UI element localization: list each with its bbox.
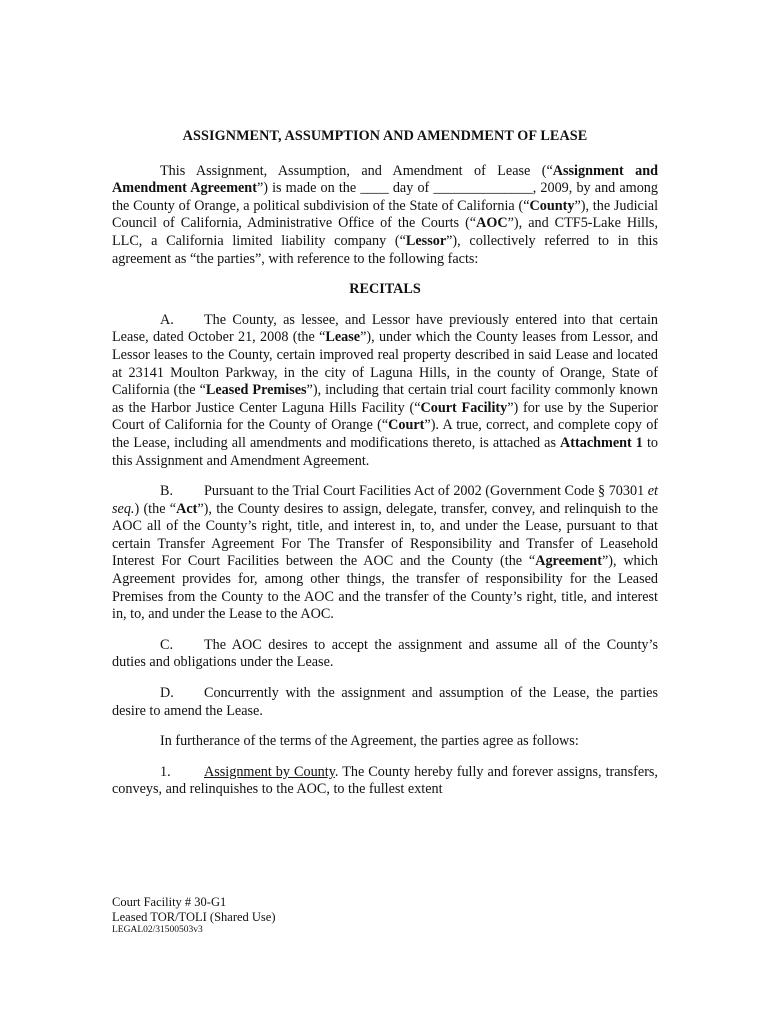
recital-text: ”), including that certain trial court facility commonly known as the Harbor Justice Center Laguna Hills Facility (“ — [112, 382, 659, 416]
recital-text: ”), which Agreement provides for, among other things, the transfer of responsibility for the Leased Premises from the County to the AOC and the transfer of the County’s right, title, and interest in, to, and under the Lease to the AOC. — [112, 553, 658, 623]
furtherance-paragraph: In furtherance of the terms of the Agreement, the parties agree as follows: — [160, 733, 579, 750]
recital-c — [112, 637, 658, 672]
footer-doc-id: LEGAL02/31500503v3 — [112, 925, 203, 935]
recital-text: ”), the County desires to assign, delegate, transfer, convey, and relinquish to the AOC all of the County’s right, title, and interest in, to, and under the Lease, pursuant to that certain Transfer Agreement For The Transfer of Responsibility and Transfer of Leasehold Interest For Court Facilities between the AOC and the County (the “ — [112, 500, 658, 570]
intro-paragraph — [112, 163, 658, 269]
document-body — [112, 128, 658, 812]
recitals-heading: RECITALS — [349, 281, 421, 298]
italic-term: et seq. — [112, 483, 658, 517]
defined-term: Court Facility — [420, 399, 508, 416]
intro-text: ”), collectively referred to in this agreement as “the parties”, with reference to the following facts: — [112, 232, 658, 267]
footer-lease-type: Leased TOR/TOLI (Shared Use) — [112, 910, 276, 924]
defined-term: Lease — [325, 329, 361, 346]
page-footer — [112, 895, 276, 936]
defined-term: Assignment and Amendment Agreement — [112, 162, 658, 197]
recital-b — [112, 483, 658, 624]
recital-text: The County, as lessee, and Lessor have previously entered into that certain Lease, dated October 21, 2008 (the “ — [112, 311, 658, 346]
recital-text: Concurrently with the assignment and assumption of the Lease, the parties desire to amend the Lease. — [112, 685, 658, 719]
recital-number: B. — [160, 483, 174, 500]
recital-number: D. — [160, 685, 174, 702]
defined-term: Lessor — [405, 232, 447, 249]
defined-term: Agreement — [535, 553, 602, 570]
section-heading: Assignment by County — [204, 763, 335, 780]
intro-text: ”), the Judicial Council of California, Administrative Office of the Courts (“ — [112, 197, 659, 232]
section-1 — [112, 764, 658, 799]
section-number: 1. — [160, 763, 171, 780]
recital-number: C. — [160, 636, 174, 653]
document-title: ASSIGNMENT, ASSUMPTION AND AMENDMENT OF LEASE — [182, 128, 588, 144]
defined-term: Leased Premises — [205, 382, 307, 399]
recital-a — [112, 312, 658, 470]
recital-text: ”), under which the County leases from Lessor, and Lessor leases to the County, certain improved real property described in said Lease and located at 23141 Moulton Parkway, in the city of Laguna Hills, in the county of Orange, State of California (the “ — [112, 329, 658, 399]
recital-text: ) (the “ — [134, 500, 177, 517]
recital-number: A. — [160, 311, 174, 328]
recital-text: Pursuant to the Trial Court Facilities Act of 2002 (Government Code § 70301 — [204, 483, 648, 500]
defined-term: AOC — [476, 215, 508, 232]
defined-term: Attachment 1 — [560, 434, 643, 451]
recital-d — [112, 685, 658, 720]
recital-text: The AOC desires to accept the assignment and assume all of the County’s duties and obligations under the Lease. — [112, 636, 658, 671]
recital-text: ”) for use by the Superior Court of California for the County of Orange (“ — [112, 399, 659, 434]
recital-text: to this Assignment and Amendment Agreement. — [112, 434, 658, 469]
intro-text: ”) is made on the ____ day of ______________, 2009, by and among the County of Orange, a political subdivision of the State of California (“ — [112, 180, 658, 214]
section-text: . The County hereby fully and forever assigns, transfers, conveys, and relinquishes to the AOC, to the fullest extent — [112, 763, 658, 798]
defined-term: Act — [176, 500, 198, 517]
intro-text: ”), and CTF5-Lake Hills, LLC, a California limited liability company (“ — [112, 215, 658, 249]
defined-term: County — [529, 197, 575, 214]
footer-facility: Court Facility # 30-G1 — [112, 895, 227, 909]
defined-term: Court — [388, 417, 425, 434]
recital-text: ”). A true, correct, and complete copy of the Lease, including all amendments and modifications thereto, is attached as — [112, 417, 659, 451]
intro-text: This Assignment, Assumption, and Amendment of Lease (“ — [160, 162, 553, 179]
